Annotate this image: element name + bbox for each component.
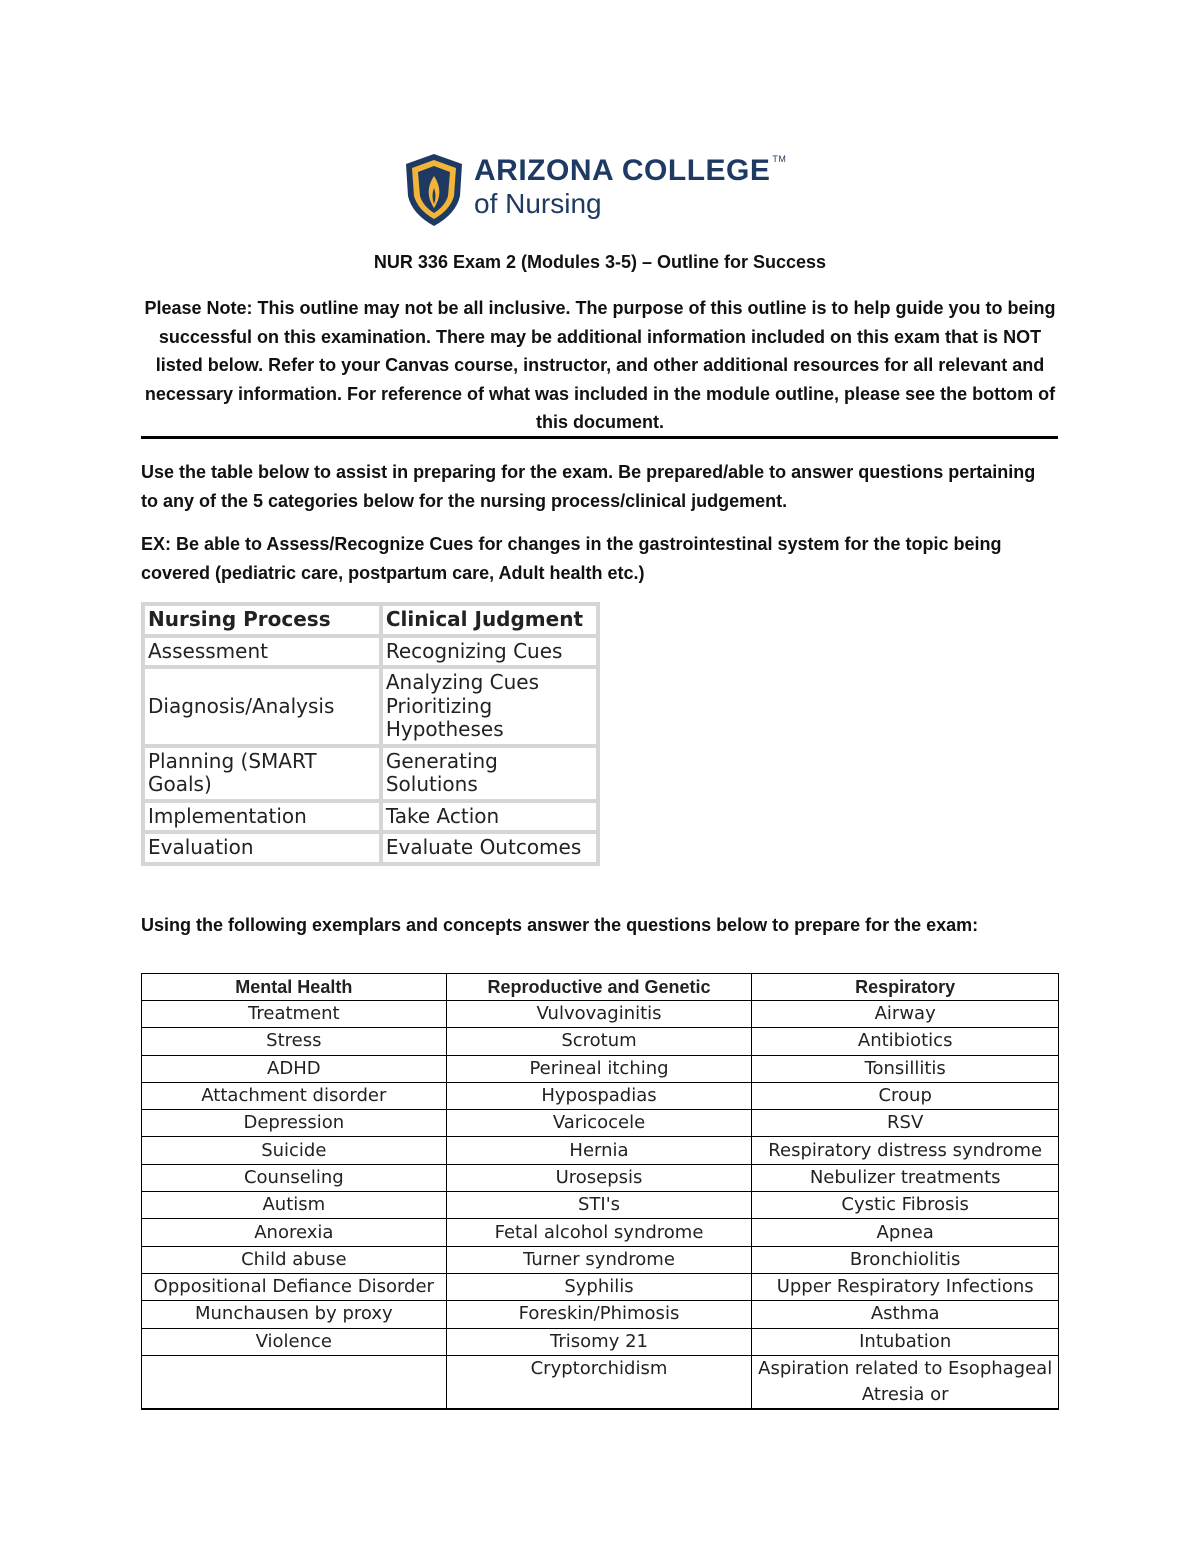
table-cell: Turner syndrome — [446, 1246, 752, 1273]
table-cell: Perineal itching — [446, 1055, 752, 1082]
table-cell: Hernia — [446, 1137, 752, 1164]
table-header-row — [145, 606, 596, 634]
header-cell: Clinical Judgment — [383, 606, 596, 634]
table-header-row — [142, 974, 1059, 1001]
horizontal-rule — [141, 436, 1058, 439]
table-cell: Varicocele — [446, 1110, 752, 1137]
logo-wordmark-line1: ARIZONA COLLEGE ™ — [474, 154, 787, 187]
table-cell: Antibiotics — [752, 1028, 1059, 1055]
table-cell: Vulvovaginitis — [446, 1001, 752, 1028]
table-cell: Fetal alcohol syndrome — [446, 1219, 752, 1246]
table-cell: Asthma — [752, 1301, 1059, 1328]
table-cell: Suicide — [142, 1137, 447, 1164]
table-row — [142, 1246, 1059, 1273]
table-cell: Aspiration related to Esophageal Atresia or — [752, 1355, 1059, 1409]
table-cell: Upper Respiratory Infections — [752, 1273, 1059, 1300]
table-row — [142, 1328, 1059, 1355]
table-row — [142, 1301, 1059, 1328]
exemplars-table — [141, 973, 1059, 1410]
college-logo — [404, 152, 804, 228]
table-cell: Implementation — [145, 803, 379, 831]
table-cell: Take Action — [383, 803, 596, 831]
example-paragraph: EX: Be able to Assess/Recognize Cues for changes in the gastrointestinal system for the topic being covered (pediatric care, postpartum care, Adult health etc.) — [141, 534, 1002, 583]
header-cell: Respiratory — [752, 974, 1059, 1001]
disclaimer-note: Please Note: This outline may not be all inclusive. The purpose of this outline is to help guide you to being successful on this examination. There may be additional information included on this exam that is NOT listed below. Refer to your Canvas course, instructor, and other additional resources for all relevant and necessary information. For reference of what was included in the module outline, please see the bottom of this document. — [144, 298, 1056, 432]
table-cell: ADHD — [142, 1055, 447, 1082]
header-cell: Mental Health — [142, 974, 447, 1001]
table-cell: Treatment — [142, 1001, 447, 1028]
table-cell: RSV — [752, 1110, 1059, 1137]
table-cell: Autism — [142, 1192, 447, 1219]
table-row — [142, 1219, 1059, 1246]
table-cell: Cystic Fibrosis — [752, 1192, 1059, 1219]
table-row — [142, 1137, 1059, 1164]
table-cell: Urosepsis — [446, 1164, 752, 1191]
table-cell: Cryptorchidism — [446, 1355, 752, 1409]
document-title: NUR 336 Exam 2 (Modules 3-5) – Outline for Success — [373, 252, 827, 272]
table-cell: Depression — [142, 1110, 447, 1137]
table-cell: Evaluate Outcomes — [383, 834, 596, 862]
table-row — [145, 834, 596, 862]
table-cell: Croup — [752, 1082, 1059, 1109]
table-cell: Trisomy 21 — [446, 1328, 752, 1355]
table-cell: Diagnosis/Analysis — [145, 669, 379, 744]
table-row — [142, 1028, 1059, 1055]
table-cell: Foreskin/Phimosis — [446, 1301, 752, 1328]
header-cell: Reproductive and Genetic — [446, 974, 752, 1001]
table-row — [142, 1110, 1059, 1137]
table-cell: Generating Solutions — [383, 748, 596, 799]
table-cell: Counseling — [142, 1164, 447, 1191]
table-cell: Nebulizer treatments — [752, 1164, 1059, 1191]
table-row — [142, 1001, 1059, 1028]
table-row — [142, 1355, 1059, 1409]
table-cell: Hypospadias — [446, 1082, 752, 1109]
table-cell: Bronchiolitis — [752, 1246, 1059, 1273]
table-row — [142, 1192, 1059, 1219]
table-cell: Scrotum — [446, 1028, 752, 1055]
table-cell: Tonsillitis — [752, 1055, 1059, 1082]
logo-wordmark-line2: of Nursing — [474, 188, 602, 219]
table-cell: Evaluation — [145, 834, 379, 862]
table-cell: Stress — [142, 1028, 447, 1055]
nursing-process-table — [141, 602, 600, 866]
table-row — [145, 748, 596, 799]
table-cell: Munchausen by proxy — [142, 1301, 447, 1328]
table-cell: Respiratory distress syndrome — [752, 1137, 1059, 1164]
table-row — [142, 1082, 1059, 1109]
table-row — [142, 1055, 1059, 1082]
table-cell: Apnea — [752, 1219, 1059, 1246]
table-cell: Anorexia — [142, 1219, 447, 1246]
table-cell: Child abuse — [142, 1246, 447, 1273]
table-row — [145, 803, 596, 831]
table-cell: Recognizing Cues — [383, 638, 596, 666]
table-cell: Syphilis — [446, 1273, 752, 1300]
table-cell: Violence — [142, 1328, 447, 1355]
table-cell: Analyzing Cues Prioritizing Hypotheses — [383, 669, 596, 744]
table-cell: Assessment — [145, 638, 379, 666]
table-cell: STI's — [446, 1192, 752, 1219]
table-cell: Airway — [752, 1001, 1059, 1028]
exemplars-intro: Using the following exemplars and concepts answer the questions below to prepare for the exam: — [141, 915, 979, 935]
instructions-paragraph: Use the table below to assist in preparing for the exam. Be prepared/able to answer questions pertaining to any of the 5 categories below for the nursing process/clinical judgement. — [141, 462, 1036, 511]
table-row — [142, 1164, 1059, 1191]
table-cell — [142, 1355, 447, 1409]
table-row — [145, 669, 596, 744]
table-cell: Intubation — [752, 1328, 1059, 1355]
table-cell: Planning (SMART Goals) — [145, 748, 379, 799]
table-row — [145, 638, 596, 666]
table-cell: Attachment disorder — [142, 1082, 447, 1109]
shield-flame-icon — [404, 152, 464, 228]
header-cell: Nursing Process — [145, 606, 379, 634]
table-row — [142, 1273, 1059, 1300]
table-cell: Oppositional Defiance Disorder — [142, 1273, 447, 1300]
